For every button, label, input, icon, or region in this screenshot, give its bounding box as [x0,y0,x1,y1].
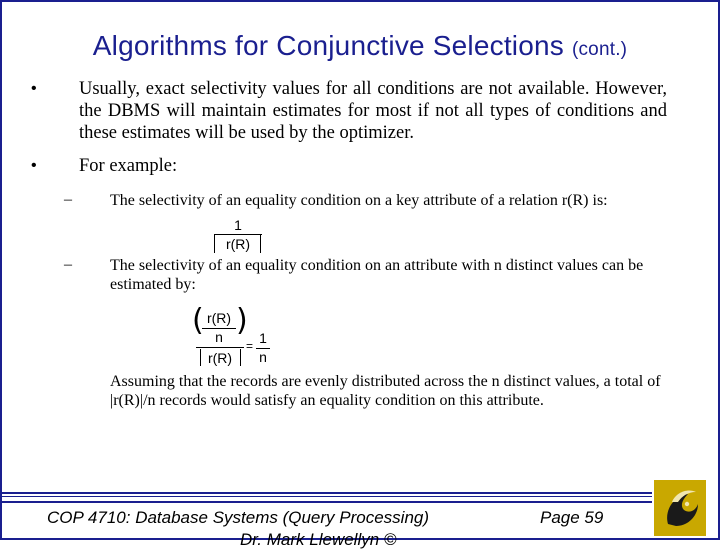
bullet-marker: • [31,157,37,174]
subbullet-marker: – [64,191,72,208]
abs-bar-left [200,349,201,366]
ucf-pegasus-logo-icon [654,480,706,536]
subbullet-text-distinct-values: The selectivity of an equality condition on an attribute with n distinct values can be estimated by: [110,257,644,293]
bullet-marker: • [31,80,37,97]
footer-rule [0,492,652,503]
bullet-text-estimates: Usually, exact selectivity values for all conditions are not available. However, the DBMS will maintain estimates for most if not all types of conditions and these estimates will be used by the optimizer. [79,79,667,143]
formula2-left-paren: ( [192,303,204,338]
formula1-numerator: 1 [234,217,242,233]
subbullet-marker: – [64,256,72,273]
abs-bar-right [260,235,261,253]
subbullet-text-key-attribute: The selectivity of an equality condition on a key attribute of a relation r(R) is: [110,192,608,209]
formula2-inner-numerator: r(R) [206,310,232,326]
formula2-main-fraction-line [196,347,244,348]
footer-author: Dr. Mark Llewellyn © [240,530,397,549]
formula1-denominator: r(R) [214,234,262,253]
title-suffix: (cont.) [571,39,628,60]
formula2-result-denominator: n [256,348,270,365]
formula2-inner-denominator: n [202,328,236,345]
formula-key-selectivity [214,216,262,253]
formula2-right-paren: ) [236,303,248,338]
title-main: Algorithms for Conjunctive Selections [92,30,564,61]
logo-graphic [654,480,706,536]
distribution-note: Assuming that the records are evenly distributed across the n distinct values, a total of |r(R)|/n records would satisfy an equality condition on this attribute. [110,373,661,409]
abs-bar-left [214,235,215,253]
slide-title [0,30,720,62]
footer-page-number: Page 59 [540,508,604,527]
abs-bar-right [240,349,241,366]
formula2-outer-denominator: r(R) [207,350,233,366]
footer-course: COP 4710: Database Systems (Query Processing) [47,508,430,527]
formula2-equals: = [246,339,254,353]
bullet-text-example: For example: [79,156,178,176]
formula2-result-numerator: 1 [259,330,267,346]
